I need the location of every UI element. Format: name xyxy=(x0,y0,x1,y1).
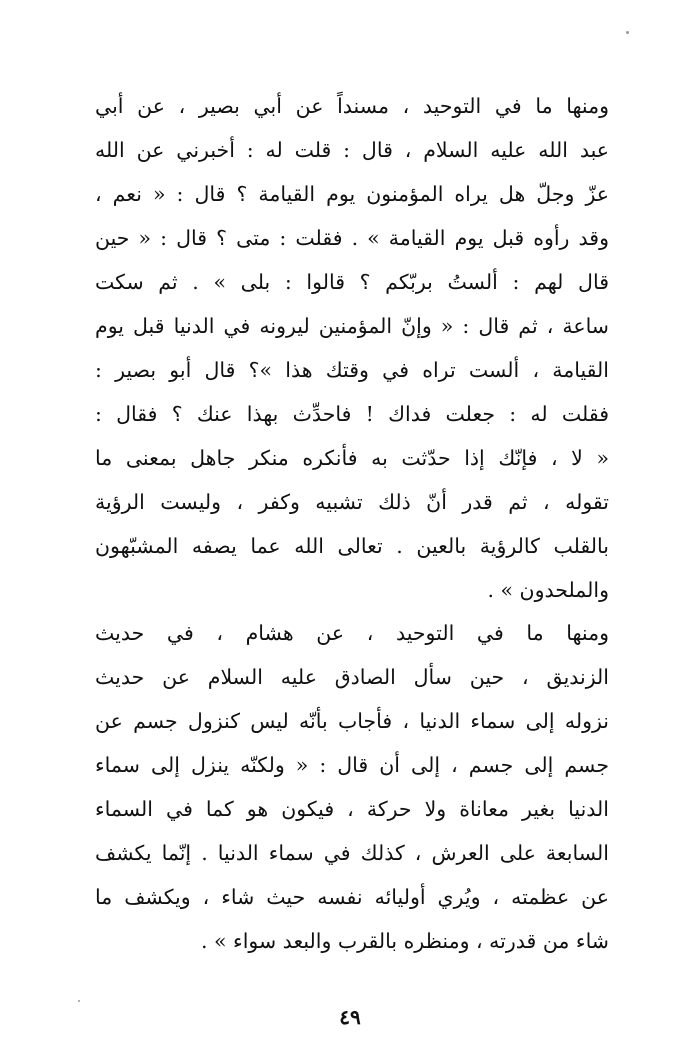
text-line: القيامة ، ألست تراه في وقتك هذا »؟ قال أبو بصير : xyxy=(95,358,609,382)
text-line: فقلت له : جعلت فداك ! فاحدِّث بهذا عنك ؟ فقال : xyxy=(95,402,609,426)
text-line: جسم إلى جسم ، إلى أن قال : « ولكنّه ينزل إلى سماء xyxy=(95,753,609,777)
text-line: السابعة على العرش ، كذلك في سماء الدنيا . إنّما يكشف xyxy=(95,841,609,865)
scan-speck xyxy=(78,1000,80,1002)
text-line: الزنديق ، حين سأل الصادق عليه السلام عن حديث xyxy=(95,665,609,689)
text-line: عن عظمته ، ويُري أوليائه نفسه حيث شاء ، ويكشف ما xyxy=(95,885,609,909)
text-line: ومنها ما في التوحيد ، مسنداً عن أبي بصير ، عن أبي xyxy=(95,94,609,118)
text-line: نزوله إلى سماء الدنيا ، فأجاب بأنّه ليس كنزول جسم عن xyxy=(95,709,609,733)
text-line: شاء من قدرته ، ومنظره بالقرب والبعد سواء » . xyxy=(200,929,609,953)
text-line: الدنيا بغير معاناة ولا حركة ، فيكون هو كما في السماء xyxy=(95,797,609,821)
text-line: « لا ، فإنّك إذا حدّثت به فأنكره منكر جاهل بمعنى ما xyxy=(95,446,609,470)
text-line: تقوله ، ثم قدر أنّ ذلك تشبيه وكفر ، وليست الرؤية xyxy=(95,490,609,514)
text-line: بالقلب كالرؤية بالعين . تعالى الله عما يصفه المشبّهون xyxy=(95,534,609,558)
text-line: قال لهم : ألستُ بربّكم ؟ قالوا : بلى » . ثم سكت xyxy=(95,270,609,294)
text-line: عزّ وجلّ هل يراه المؤمنون يوم القيامة ؟ قال : « نعم ، xyxy=(95,182,609,206)
paragraph-2 xyxy=(95,611,609,963)
text-line: عبد الله عليه السلام ، قال : قلت له : أخبرني عن الله xyxy=(95,138,609,162)
text-line: والملحدون » . xyxy=(487,578,609,602)
text-line: ساعة ، ثم قال : « وإنّ المؤمنين ليرونه في الدنيا قبل يوم xyxy=(95,314,609,338)
text-line: ومنها ما في التوحيد ، عن هشام ، في حديث xyxy=(95,621,609,645)
scan-speck xyxy=(626,31,629,34)
paragraph-1 xyxy=(95,84,609,612)
text-line: وقد رأوه قبل يوم القيامة » . فقلت : متى ؟ قال : « حين xyxy=(95,226,609,250)
page-number: ٤٩ xyxy=(339,1005,361,1029)
